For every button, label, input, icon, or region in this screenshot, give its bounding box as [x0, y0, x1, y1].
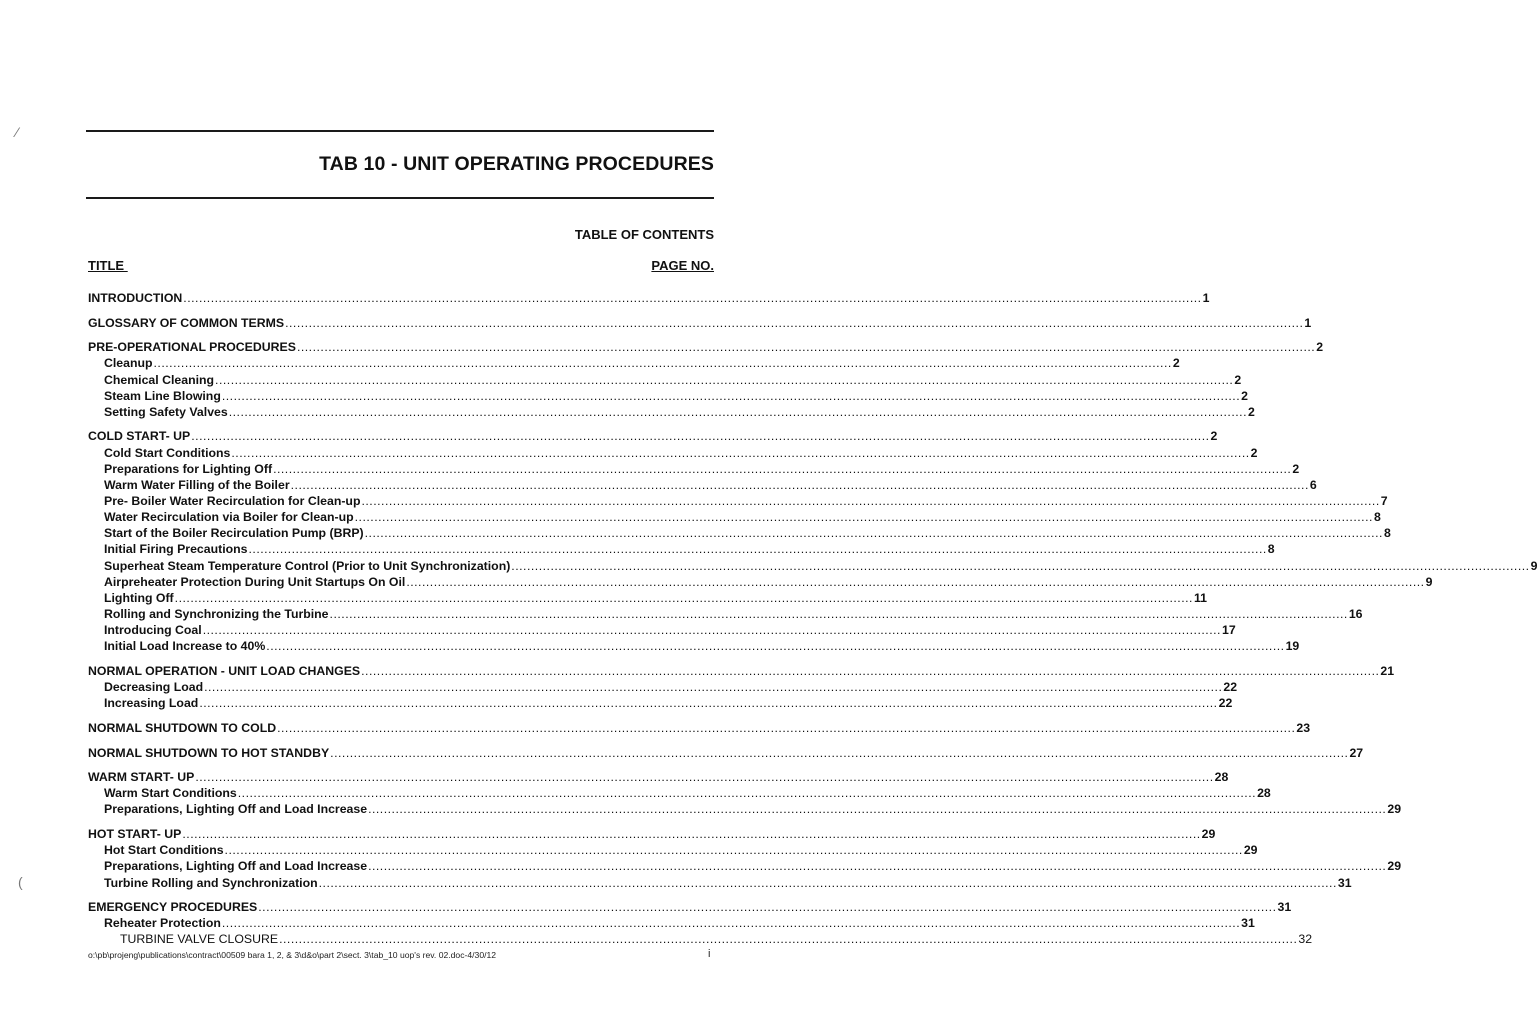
toc-entry-label: Setting Safety Valves	[104, 404, 228, 419]
toc-entry-page: 22	[1218, 696, 1233, 711]
toc-entry-page: 21	[1380, 663, 1395, 678]
toc-dot-leader: ....................................................................................................................................................................................................................................................................	[215, 372, 1234, 387]
toc-entry-page: 1	[1304, 315, 1312, 330]
toc-subsection-entry	[88, 801, 1402, 817]
toc-dot-leader: ....................................................................................................................................................................................................................................................................	[191, 429, 1210, 444]
toc-subsection-entry	[88, 695, 1233, 711]
toc-section-entry	[88, 290, 1210, 306]
toc-entry-label: NORMAL SHUTDOWN TO COLD	[88, 720, 277, 735]
toc-dot-leader: ....................................................................................................................................................................................................................................................................	[221, 388, 1241, 403]
toc-entry-label: Water Recirculation via Boiler for Clean-up	[104, 510, 354, 525]
toc-subsection-entry	[88, 875, 1352, 891]
toc-group	[88, 720, 1311, 736]
toc-entry-label: Airpreheater Protection During Unit Startups On Oil	[104, 574, 406, 589]
toc-entry-page: 2	[1172, 356, 1180, 371]
toc-section-entry	[88, 428, 1218, 444]
toc-dot-leader: ....................................................................................................................................................................................................................................................................	[228, 404, 1248, 419]
toc-entry-label: Lighting Off	[104, 590, 174, 605]
toc-entry-page: 29	[1387, 802, 1402, 817]
toc-entry-label: Start of the Boiler Recirculation Pump (BRP)	[104, 526, 364, 541]
toc-dot-leader: ....................................................................................................................................................................................................................................................................	[277, 720, 1296, 735]
toc-subsection-entry	[88, 915, 1255, 931]
toc-dot-leader: ....................................................................................................................................................................................................................................................................	[330, 745, 1349, 760]
toc-subsection-entry	[88, 525, 1391, 541]
toc-entry-label: Cleanup	[104, 356, 153, 371]
toc-dot-leader: ....................................................................................................................................................................................................................................................................	[237, 786, 1257, 801]
toc-section-entry	[88, 720, 1311, 736]
toc-dot-leader: ....................................................................................................................................................................................................................................................................	[273, 461, 1292, 476]
toc-entry-page: 19	[1285, 639, 1300, 654]
toc-section-entry	[88, 339, 1324, 355]
toc-entry-page: 16	[1348, 607, 1363, 622]
toc-entry-page: 2	[1234, 372, 1242, 387]
toc-heading: TABLE OF CONTENTS	[574, 227, 714, 242]
toc-subsection-entry	[88, 574, 1433, 590]
toc-entry-page: 28	[1214, 770, 1229, 785]
toc-subsection-entry	[88, 858, 1402, 874]
document-title: TAB 10 - UNIT OPERATING PROCEDURES	[319, 153, 714, 175]
toc-dot-leader: ....................................................................................................................................................................................................................................................................	[296, 340, 1316, 355]
column-header-page: PAGE NO.	[651, 258, 714, 273]
toc-section-entry	[88, 769, 1229, 785]
toc-group	[88, 428, 1537, 654]
toc-subsection-entry	[88, 931, 1313, 947]
toc-entry-label: Preparations for Lighting Off	[104, 461, 273, 476]
toc-subsection-entry	[88, 842, 1258, 858]
toc-entry-page: 27	[1349, 745, 1364, 760]
toc-section-entry	[88, 663, 1395, 679]
toc-entry-label: Preparations, Lighting Off and Load Increase	[104, 802, 368, 817]
toc-subsection-entry	[88, 558, 1537, 574]
toc-entry-label: Reheater Protection	[104, 916, 221, 931]
toc-dot-leader: ....................................................................................................................................................................................................................................................................	[406, 574, 1425, 589]
toc-entry-label: PRE-OPERATIONAL PROCEDURES	[88, 340, 296, 355]
toc-subsection-entry	[88, 372, 1242, 388]
toc-subsection-entry	[88, 477, 1317, 493]
toc-entry-page: 11	[1193, 590, 1207, 605]
toc-subsection-entry	[88, 541, 1275, 557]
toc-dot-leader: ....................................................................................................................................................................................................................................................................	[290, 477, 1309, 492]
toc-entry-page: 2	[1292, 461, 1300, 476]
toc-subsection-entry	[88, 785, 1271, 801]
toc-dot-leader: ....................................................................................................................................................................................................................................................................	[199, 696, 1218, 711]
toc-dot-leader: ....................................................................................................................................................................................................................................................................	[364, 526, 1383, 541]
toc-entry-page: 8	[1383, 526, 1391, 541]
toc-entry-label: Rolling and Synchronizing the Turbine	[104, 607, 329, 622]
toc-subsection-entry	[88, 679, 1238, 695]
toc-entry-page: 17	[1221, 623, 1236, 638]
toc-entry-page: 29	[1387, 859, 1402, 874]
toc-entry-label: HOT START- UP	[88, 827, 182, 842]
toc-entry-page: 9	[1425, 574, 1433, 589]
toc-entry-label: Pre- Boiler Water Recirculation for Clean-up	[104, 494, 361, 509]
footer-file-path: o:\pb\projeng\publications\contract\00509 bara 1, 2, & 3\d&o\part 2\sect. 3\tab_10 uop's rev. 02.doc-4/30/12	[88, 950, 497, 960]
column-header-title: TITLE	[88, 258, 128, 273]
toc-entry-label: Initial Load Increase to 40%	[104, 639, 266, 654]
toc-subsection-entry	[88, 590, 1207, 606]
toc-entry-label: INTRODUCTION	[88, 291, 183, 305]
toc-dot-leader: ....................................................................................................................................................................................................................................................................	[279, 932, 1298, 947]
toc-entry-label: Warm Water Filling of the Boiler	[104, 477, 290, 492]
footer-page-number: i	[708, 948, 711, 960]
toc-entry-label: Introducing Coal	[104, 623, 202, 638]
toc-dot-leader: ....................................................................................................................................................................................................................................................................	[361, 663, 1380, 678]
toc-section-entry	[88, 315, 1312, 331]
toc-group	[88, 826, 1402, 891]
toc-entry-page: 1	[1202, 291, 1210, 305]
toc-entry-label: Chemical Cleaning	[104, 372, 215, 387]
toc-group	[88, 663, 1395, 711]
toc-dot-leader: ....................................................................................................................................................................................................................................................................	[285, 315, 1304, 330]
toc-dot-leader: ....................................................................................................................................................................................................................................................................	[258, 900, 1277, 915]
toc-group	[88, 769, 1402, 817]
toc-entry-label: Steam Line Blowing	[104, 388, 221, 403]
top-rule	[86, 130, 714, 132]
toc-subsection-entry	[88, 445, 1258, 461]
toc-dot-leader: ....................................................................................................................................................................................................................................................................	[195, 770, 1214, 785]
toc-entry-label: Superheat Steam Temperature Control (Prior to Unit Synchronization)	[104, 558, 511, 573]
toc-entry-page: 23	[1296, 720, 1311, 735]
toc-entry-label: Decreasing Load	[104, 680, 204, 695]
toc-entry-label: WARM START- UP	[88, 770, 195, 785]
toc-dot-leader: ....................................................................................................................................................................................................................................................................	[221, 916, 1241, 931]
toc-entry-page: 7	[1380, 494, 1388, 509]
toc-entry-page: 29	[1201, 827, 1216, 842]
toc-entry-label: NORMAL SHUTDOWN TO HOT STANDBY	[88, 745, 330, 760]
toc-entry-page: 31	[1241, 916, 1255, 931]
toc-entry-label: COLD START- UP	[88, 429, 191, 444]
toc-entry-page: 31	[1337, 875, 1352, 890]
toc-dot-leader: ....................................................................................................................................................................................................................................................................	[202, 623, 1221, 638]
toc-section-entry	[88, 826, 1216, 842]
toc-entry-page: 2	[1241, 388, 1248, 403]
toc-entry-label: Hot Start Conditions	[104, 843, 224, 858]
toc-subsection-entry	[88, 638, 1300, 654]
toc-dot-leader: ....................................................................................................................................................................................................................................................................	[153, 356, 1172, 371]
toc-section-entry	[88, 899, 1292, 915]
toc-entry-label: Increasing Load	[104, 696, 199, 711]
toc-entry-label: TURBINE VALVE CLOSURE	[120, 932, 279, 947]
toc-entry-page: 2	[1210, 429, 1218, 444]
bottom-rule	[86, 197, 714, 199]
toc-entry-page: 9	[1530, 558, 1537, 573]
toc-dot-leader: ....................................................................................................................................................................................................................................................................	[224, 843, 1243, 858]
toc-dot-leader: ....................................................................................................................................................................................................................................................................	[361, 494, 1380, 509]
toc-dot-leader: ....................................................................................................................................................................................................................................................................	[204, 680, 1223, 695]
toc-entry-label: Cold Start Conditions	[104, 445, 231, 460]
toc-entry-page: 32	[1298, 932, 1313, 947]
toc-entry-page: 28	[1257, 786, 1271, 801]
toc-dot-leader: ....................................................................................................................................................................................................................................................................	[354, 510, 1373, 525]
toc-dot-leader: ....................................................................................................................................................................................................................................................................	[368, 802, 1387, 817]
toc-group	[88, 290, 1210, 306]
toc-entry-label: EMERGENCY PROCEDURES	[88, 900, 258, 915]
toc-entry-page: 8	[1373, 510, 1381, 525]
table-of-contents	[88, 290, 1537, 956]
toc-group	[88, 899, 1313, 947]
toc-entry-page: 8	[1267, 542, 1275, 557]
toc-entry-label: Turbine Rolling and Synchronization	[104, 875, 318, 890]
scan-mark: ⁄	[16, 124, 19, 140]
toc-dot-leader: ....................................................................................................................................................................................................................................................................	[182, 827, 1201, 842]
toc-entry-page: 22	[1223, 680, 1238, 695]
toc-dot-leader: ....................................................................................................................................................................................................................................................................	[368, 859, 1387, 874]
toc-entry-page: 2	[1250, 445, 1258, 460]
toc-entry-page: 31	[1277, 900, 1292, 915]
scan-mark: (	[18, 874, 23, 890]
toc-entry-page: 2	[1316, 340, 1324, 355]
toc-subsection-entry	[88, 388, 1248, 404]
toc-entry-label: Warm Start Conditions	[104, 786, 237, 801]
toc-entry-page: 2	[1248, 404, 1255, 419]
toc-dot-leader: ....................................................................................................................................................................................................................................................................	[511, 558, 1530, 573]
toc-subsection-entry	[88, 404, 1255, 420]
toc-entry-page: 29	[1243, 843, 1258, 858]
toc-entry-page: 6	[1309, 477, 1317, 492]
toc-subsection-entry	[88, 606, 1363, 622]
toc-dot-leader: ....................................................................................................................................................................................................................................................................	[248, 542, 1267, 557]
toc-subsection-entry	[88, 622, 1236, 638]
toc-dot-leader: ....................................................................................................................................................................................................................................................................	[266, 639, 1285, 654]
toc-group	[88, 315, 1312, 331]
toc-entry-label: Preparations, Lighting Off and Load Increase	[104, 859, 368, 874]
toc-subsection-entry	[88, 493, 1388, 509]
toc-subsection-entry	[88, 355, 1180, 371]
toc-subsection-entry	[88, 509, 1381, 525]
toc-dot-leader: ....................................................................................................................................................................................................................................................................	[174, 590, 1193, 605]
toc-section-entry	[88, 745, 1364, 761]
toc-dot-leader: ....................................................................................................................................................................................................................................................................	[329, 607, 1348, 622]
toc-entry-label: Initial Firing Precautions	[104, 542, 248, 557]
toc-entry-label: NORMAL OPERATION - UNIT LOAD CHANGES	[88, 663, 361, 678]
toc-dot-leader: ....................................................................................................................................................................................................................................................................	[183, 291, 1202, 305]
toc-entry-label: GLOSSARY OF COMMON TERMS	[88, 315, 285, 330]
toc-dot-leader: ....................................................................................................................................................................................................................................................................	[231, 445, 1250, 460]
toc-group	[88, 745, 1364, 761]
toc-group	[88, 339, 1324, 420]
toc-subsection-entry	[88, 461, 1300, 477]
toc-dot-leader: ....................................................................................................................................................................................................................................................................	[318, 875, 1337, 890]
